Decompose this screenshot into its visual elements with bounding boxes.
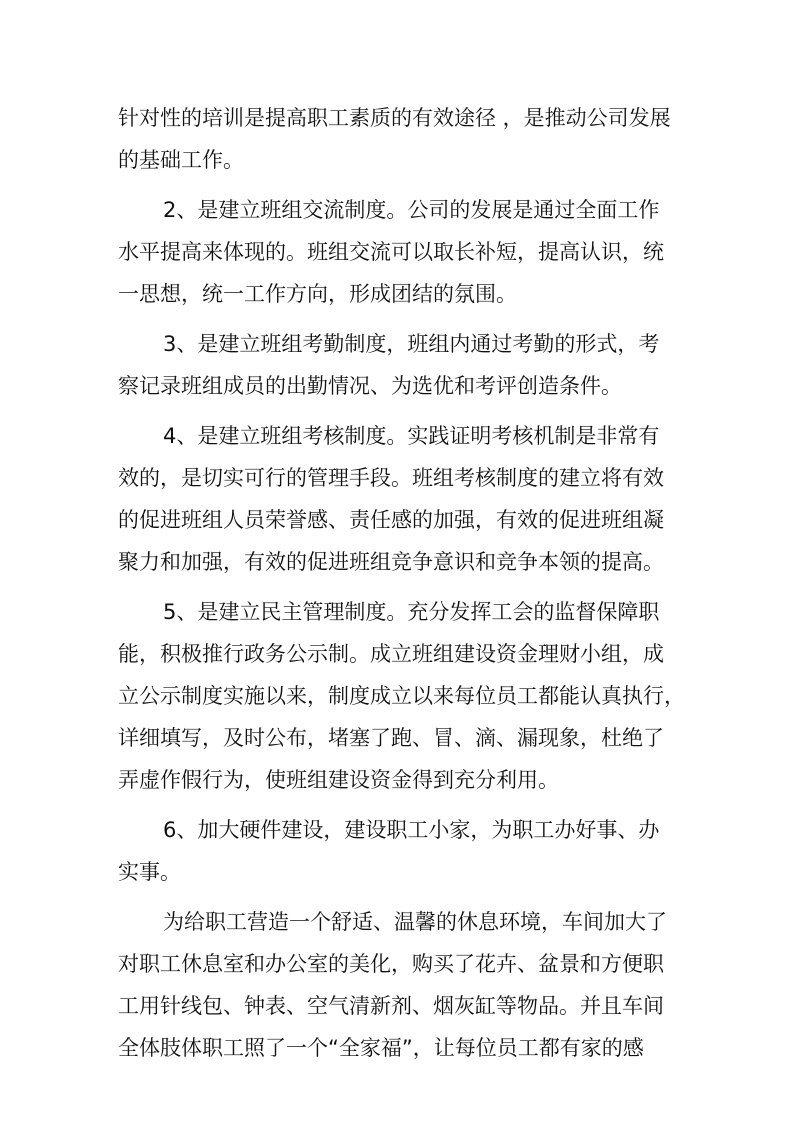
body-text: [118, 97, 684, 1069]
text-line: 能，积极推行政务公示制。成立班组建设资金理财小组，成: [118, 642, 664, 666]
paragraph-2-start: 2、是建立班组交流制度。公司的发展是通过全面工作: [163, 198, 660, 222]
paragraph-5-start: 5、是建立民主管理制度。充分发挥工会的监督保障职: [163, 600, 660, 624]
text-line: 针对性的培训是提高职工素质的有效途径 ，是推动公司发展: [118, 106, 671, 130]
text-line: 效的，是切实可行的管理手段。班组考核制度的建立将有效: [118, 466, 664, 490]
text-line: 立公示制度实施以来，制度成立以来每位员工都能认真执行，: [118, 684, 685, 708]
text-line: 的基础工作。: [118, 148, 244, 172]
text-line: 工用针线包、钟表、空气清新剂、烟灰缸等物品。并且车间: [118, 994, 664, 1018]
text-line: 察记录班组成员的出勤情况、为选优和考评创造条件。: [118, 374, 622, 398]
paragraph-3-start: 3、是建立班组考勤制度，班组内通过考勤的形式，考: [163, 332, 660, 356]
text-line: 水平提高来体现的。班组交流可以取长补短，提高认识，统: [118, 240, 664, 264]
text-line: 对职工休息室和办公室的美化，购买了花卉、盆景和方便职: [118, 952, 664, 976]
text-line: 弄虚作假行为，使班组建设资金得到充分利用。: [118, 768, 559, 792]
text-line: 的促进班组人员荣誉感、责任感的加强，有效的促进班组凝: [118, 508, 664, 532]
paragraph-4-start: 4、是建立班组考核制度。实践证明考核机制是非常有: [163, 424, 660, 448]
text-line: 聚力和加强，有效的促进班组竞争意识和竞争本领的提高。: [118, 550, 664, 574]
text-line: 全体肢体职工照了一个“全家福”，让每位员工都有家的感: [118, 1036, 644, 1060]
text-line: 实事。: [118, 860, 181, 884]
text-line: 一思想，统一工作方向，形成团结的氛围。: [118, 282, 517, 306]
paragraph-6-start: 6、加大硬件建设，建设职工小家，为职工办好事、办: [163, 818, 660, 842]
paragraph-7-start: 为给职工营造一个舒适、温馨的休息环境，车间加大了: [163, 910, 667, 934]
text-line: 详细填写，及时公布，堵塞了跑、冒、滴、漏现象，杜绝了: [118, 726, 664, 750]
